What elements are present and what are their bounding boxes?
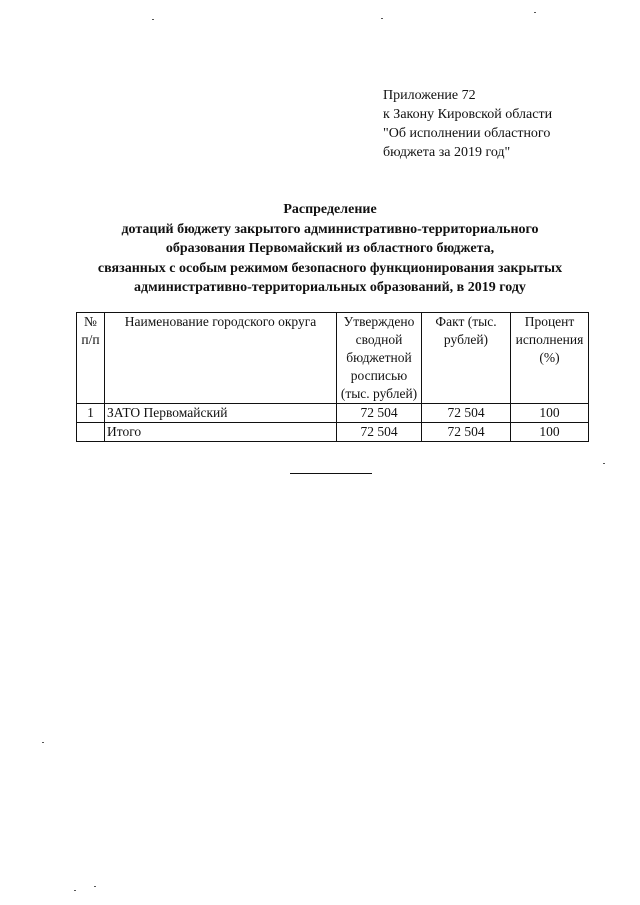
row-approved: 72 504: [337, 404, 422, 423]
scan-speck: [534, 12, 536, 13]
subsidy-table: [76, 312, 589, 442]
document-title: [60, 200, 600, 298]
scan-speck: [603, 463, 605, 464]
header-approved: Утверждено сводной бюджетной росписью (тыс. рублей): [337, 313, 422, 404]
title-line-2: дотаций бюджету закрытого административно-территориального: [121, 221, 539, 237]
title-line-3: образования Первомайский из областного бюджета,: [165, 241, 495, 256]
total-approved: 72 504: [337, 423, 422, 442]
title-line-5: административно-территориальных образований, в 2019 году: [134, 280, 526, 295]
row-fact: 72 504: [422, 404, 511, 423]
row-name: ЗАТО Первомайский: [105, 404, 337, 423]
closing-rule: [290, 473, 372, 474]
header-name: Наименование городского округа: [105, 313, 337, 404]
total-name: Итого: [105, 423, 337, 442]
table-header-row: [77, 313, 589, 404]
scan-speck: [74, 890, 76, 891]
title-line-1: Распределение: [283, 202, 377, 217]
total-row: [77, 423, 589, 442]
appendix-line-4: бюджета за 2019 год": [383, 145, 511, 160]
header-num: № п/п: [77, 313, 105, 404]
total-percent: 100: [511, 423, 589, 442]
total-fact: 72 504: [422, 423, 511, 442]
appendix-note: [383, 86, 552, 162]
header-fact: Факт (тыс. рублей): [422, 313, 511, 404]
row-num: 1: [77, 404, 105, 423]
title-line-4: связанных с особым режимом безопасного функционирования закрытых: [97, 260, 563, 276]
scan-speck: [152, 19, 154, 20]
appendix-line-1: Приложение 72: [383, 88, 476, 103]
table-row: [77, 404, 589, 423]
appendix-line-3: "Об исполнении областного: [383, 126, 551, 141]
row-percent: 100: [511, 404, 589, 423]
header-percent: Процент исполнения (%): [511, 313, 589, 404]
scan-speck: [94, 886, 96, 887]
scan-speck: [381, 18, 383, 19]
total-num: [77, 423, 105, 442]
appendix-line-2: к Закону Кировской области: [383, 107, 553, 122]
scan-speck: [42, 742, 44, 743]
